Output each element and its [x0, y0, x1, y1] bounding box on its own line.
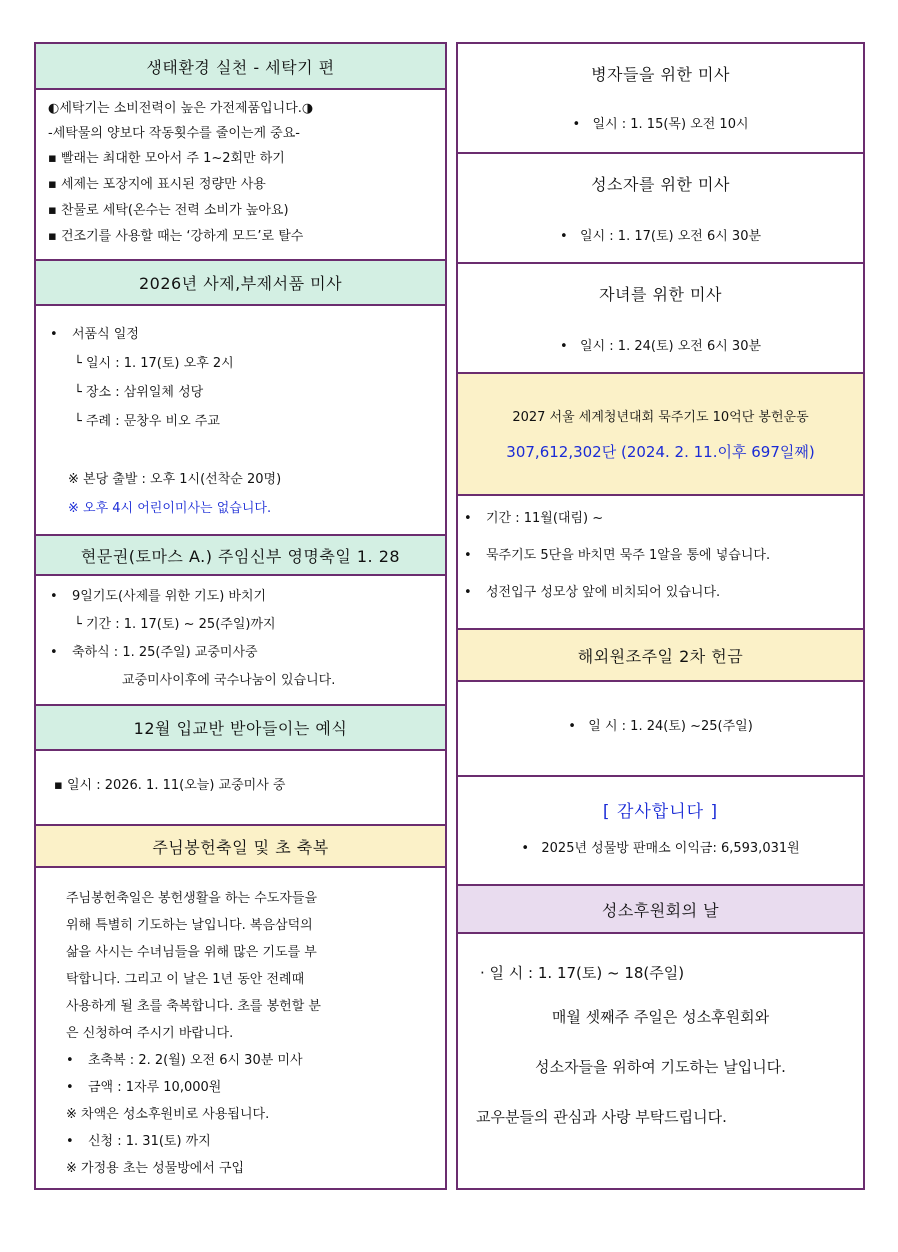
candle-title: 주님봉헌축일 및 초 축복	[36, 826, 445, 868]
candle-paragraph-line: 사용하게 될 초를 축복합니다. 초를 봉헌할 분	[66, 999, 321, 1014]
wyd-rosary-title: 2027 서울 세계청년대회 묵주기도 10억단 봉헌운동	[512, 410, 809, 425]
sick-mass-section	[458, 44, 863, 154]
pastor-feast-item: • 축하식 : 1. 25(주일) 교중미사중	[50, 646, 445, 674]
thanks-section	[458, 777, 863, 886]
pastor-feast-section	[36, 536, 445, 706]
overseas-aid-item: • 일 시 : 1. 24(토) ~25(주일)	[568, 719, 753, 734]
ordination-note-blue: ※ 오후 4시 어린이미사는 없습니다.	[68, 501, 272, 516]
pastor-feast-title: 현문권(토마스 A.) 주임신부 영명축일 1. 28	[36, 536, 445, 576]
thanks-title: [ 감사합니다 ]	[602, 802, 719, 822]
wyd-rosary-section	[458, 374, 863, 630]
overseas-aid-title: 해외원조주일 2차 헌금	[458, 630, 863, 682]
ordination-detail: └ 주례 : 문창우 비오 주교	[74, 414, 220, 429]
eco-item: ▪ 찬물로 세탁(온수는 전력 소비가 높아요)	[48, 203, 289, 218]
eco-title: 생태환경 실천 - 세탁기 편	[36, 44, 445, 90]
wyd-rosary-header	[458, 374, 863, 496]
eco-section	[36, 44, 445, 261]
ordination-section	[36, 261, 445, 536]
ordination-detail: └ 일시 : 1. 17(토) 오후 2시	[74, 356, 234, 371]
wyd-rosary-item: • 묵주기도 5단을 바치면 묵주 1알을 통에 넣습니다.	[464, 549, 863, 586]
candle-note: ※ 차액은 성소후원비로 사용됩니다.	[66, 1107, 270, 1122]
overseas-aid-section	[458, 630, 863, 777]
vocation-support-title: 성소후원회의 날	[458, 886, 863, 934]
pastor-feast-item: • 9일기도(사제를 위한 기도) 바치기	[50, 590, 445, 618]
ordination-title: 2026년 사제,부제서품 미사	[36, 261, 445, 306]
vocation-support-section	[458, 886, 863, 1188]
thanks-item: • 2025년 성물방 판매소 이익금: 6,593,031원	[521, 841, 800, 856]
eco-intro: ◐세탁기는 소비전력이 높은 가전제품입니다.◑	[48, 101, 314, 116]
wyd-rosary-count: 307,612,302단 (2024. 2. 11.이후 697일째)	[506, 443, 815, 461]
candle-paragraph-line: 탁합니다. 그리고 이 날은 1년 동안 전례때	[66, 972, 305, 987]
left-column	[34, 42, 447, 1190]
children-mass-title: 자녀를 위한 미사	[599, 284, 722, 304]
sick-mass-title: 병자들을 위한 미사	[591, 64, 730, 84]
right-column	[456, 42, 865, 1190]
candle-note: ※ 가정용 초는 성물방에서 구입	[66, 1161, 245, 1176]
wyd-rosary-item: • 성전입구 성모상 앞에 비치되어 있습니다.	[464, 586, 863, 623]
vocation-mass-item: • 일시 : 1. 17(토) 오전 6시 30분	[559, 229, 762, 244]
vocation-mass-section	[458, 154, 863, 264]
eco-item: ▪ 빨래는 최대한 모아서 주 1~2회만 하기	[48, 151, 285, 166]
eco-item: ▪ 세제는 포장지에 표시된 정량만 사용	[48, 177, 266, 192]
candle-paragraph-line: 주님봉헌축일은 봉헌생활을 하는 수도자들을	[66, 891, 317, 906]
sick-mass-item: • 일시 : 1. 15(목) 오전 10시	[572, 117, 749, 132]
children-mass-item: • 일시 : 1. 24(토) 오전 6시 30분	[559, 339, 762, 354]
vocation-support-date: · 일 시 : 1. 17(토) ~ 18(주일)	[480, 964, 685, 982]
eco-sub: -세탁물의 양보다 작동횟수를 줄이는게 중요-	[48, 126, 300, 141]
eco-item: ▪ 건조기를 사용할 때는 ‘강하게 모드’로 탈수	[48, 229, 304, 244]
candle-paragraph-line: 삶을 사시는 수녀님들을 위해 많은 기도를 부	[66, 945, 317, 960]
candle-section	[36, 826, 445, 1188]
candle-item: • 금액 : 1자루 10,000원	[66, 1081, 445, 1108]
reception-item: ▪ 일시 : 2026. 1. 11(오늘) 교중미사 중	[54, 778, 286, 793]
ordination-bullet: • 서품식 일정	[50, 328, 445, 357]
pastor-feast-sub: └ 기간 : 1. 17(토) ~ 25(주일)까지	[74, 617, 276, 632]
candle-paragraph-line: 위해 특별히 기도하는 날입니다. 복음삼덕의	[66, 918, 313, 933]
vocation-support-line: 성소자들을 위하여 기도하는 날입니다.	[535, 1058, 786, 1076]
ordination-note: ※ 본당 출발 : 오후 1시(선착순 20명)	[68, 472, 282, 487]
candle-item: • 초축복 : 2. 2(월) 오전 6시 30분 미사	[66, 1054, 445, 1081]
candle-paragraph-line: 은 신청하여 주시기 바랍니다.	[66, 1026, 234, 1041]
reception-section	[36, 706, 445, 826]
children-mass-section	[458, 264, 863, 374]
vocation-support-line: 교우분들의 관심과 사랑 부탁드립니다.	[476, 1108, 727, 1126]
vocation-mass-title: 성소자를 위한 미사	[591, 174, 730, 194]
reception-title: 12월 입교반 받아들이는 예식	[36, 706, 445, 751]
ordination-detail: └ 장소 : 삼위일체 성당	[74, 385, 204, 400]
pastor-feast-sub: 교중미사이후에 국수나눔이 있습니다.	[122, 673, 336, 688]
vocation-support-line: 매월 셋째주 주일은 성소후원회와	[551, 1008, 770, 1026]
candle-item: • 신청 : 1. 31(토) 까지	[66, 1135, 445, 1162]
wyd-rosary-item: • 기간 : 11월(대림) ~	[464, 512, 863, 549]
